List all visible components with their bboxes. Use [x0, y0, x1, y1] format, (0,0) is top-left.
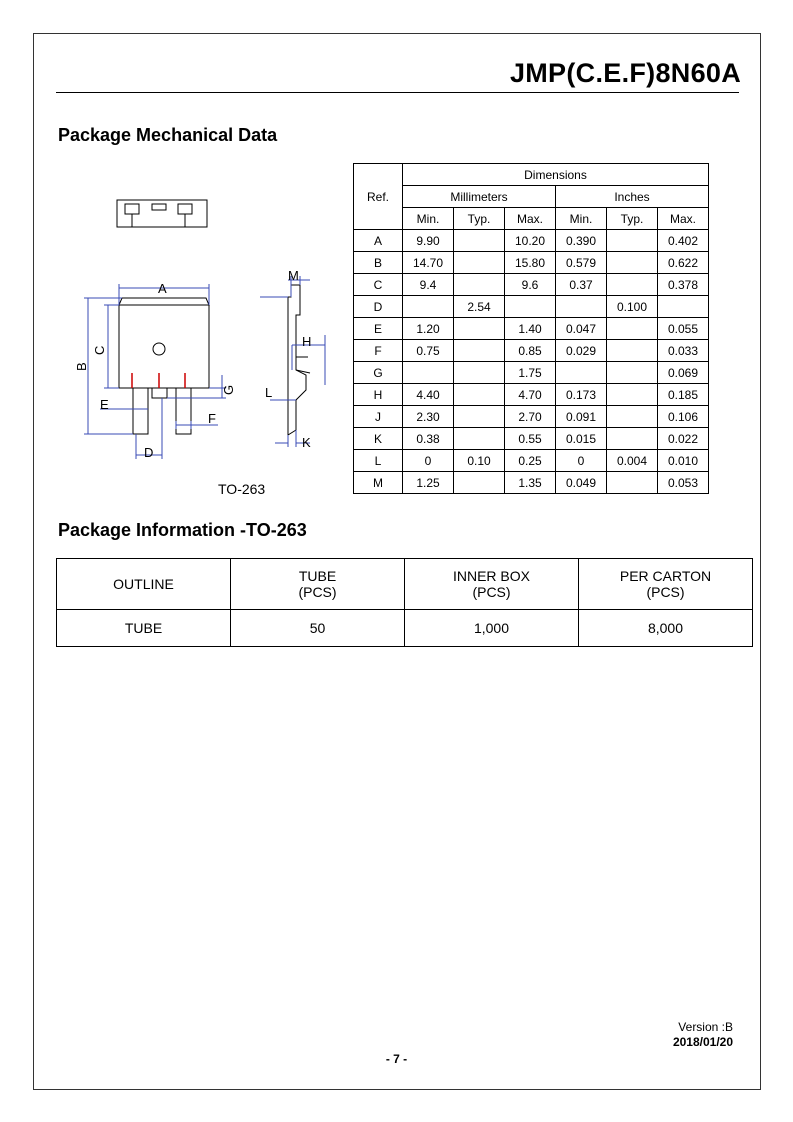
dims-value-cell: 0.622: [658, 252, 709, 274]
dims-ref-cell: L: [354, 450, 403, 472]
dim-label-M: M: [288, 268, 299, 283]
dims-value-cell: [658, 296, 709, 318]
dimensions-header: Dimensions: [403, 164, 709, 186]
info-header-line1: PER CARTON: [619, 568, 712, 584]
side-view-dimensions: [260, 276, 325, 447]
dims-value-cell: 14.70: [403, 252, 454, 274]
package-front-view: [119, 298, 209, 434]
sub-header-cell: Min.: [556, 208, 607, 230]
dims-ref-cell: G: [354, 362, 403, 384]
document-title: JMP(C.E.F)8N60A: [509, 58, 741, 88]
dims-ref-cell: J: [354, 406, 403, 428]
dims-value-cell: 0.033: [658, 340, 709, 362]
mechanical-data-heading: Package Mechanical Data: [58, 125, 278, 145]
dims-value-cell: 0.173: [556, 384, 607, 406]
dims-value-cell: 10.20: [505, 230, 556, 252]
dims-header-row: [354, 164, 709, 186]
dims-value-cell: 0.185: [658, 384, 709, 406]
sub-header-row: [354, 208, 709, 230]
dims-ref-cell: M: [354, 472, 403, 494]
dims-value-cell: 1.20: [403, 318, 454, 340]
sub-header-cell: Max.: [505, 208, 556, 230]
dims-value-cell: 0.100: [607, 296, 658, 318]
dims-value-cell: [454, 318, 505, 340]
sub-header-cell: Typ.: [454, 208, 505, 230]
dim-label-G: G: [221, 384, 236, 395]
sub-header-cell: Max.: [658, 208, 709, 230]
dims-value-cell: 2.30: [403, 406, 454, 428]
dims-value-cell: [454, 472, 505, 494]
dims-value-cell: 0.004: [607, 450, 658, 472]
lead-centerlines: [132, 373, 185, 388]
package-side-view: [288, 285, 310, 435]
package-name-label: TO-263: [218, 481, 266, 497]
dim-label-K: K: [302, 435, 311, 450]
dim-label-C: C: [92, 345, 107, 355]
dims-value-cell: 0: [403, 450, 454, 472]
dims-value-cell: 0.029: [556, 340, 607, 362]
package-top-view: [117, 200, 207, 227]
dims-value-cell: 0.015: [556, 428, 607, 450]
dims-value-cell: 0.579: [556, 252, 607, 274]
dims-value-cell: [607, 252, 658, 274]
dims-value-cell: 0.047: [556, 318, 607, 340]
info-header-line2: (PCS): [646, 584, 685, 600]
millimeters-header: Millimeters: [403, 186, 556, 208]
dims-value-cell: 1.40: [505, 318, 556, 340]
info-header-line2: (PCS): [472, 584, 511, 600]
dim-label-A: A: [158, 281, 167, 296]
info-header-row: [57, 559, 753, 610]
dims-value-cell: [607, 362, 658, 384]
info-header-cell: [57, 559, 231, 610]
dims-ref-cell: H: [354, 384, 403, 406]
dims-value-cell: 4.70: [505, 384, 556, 406]
dims-value-cell: [607, 472, 658, 494]
dims-value-cell: [556, 362, 607, 384]
dims-row: [354, 340, 709, 362]
dims-value-cell: [556, 296, 607, 318]
sub-header-cell: Min.: [403, 208, 454, 230]
units-header-row: [354, 186, 709, 208]
dims-value-cell: [454, 406, 505, 428]
info-header-cell: [231, 559, 405, 610]
info-cell: TUBE: [57, 610, 231, 647]
dims-row: [354, 252, 709, 274]
info-header-cell: [405, 559, 579, 610]
dims-ref-cell: B: [354, 252, 403, 274]
dims-value-cell: [454, 428, 505, 450]
dims-row: [354, 362, 709, 384]
dims-value-cell: 9.4: [403, 274, 454, 296]
dim-label-E: E: [100, 397, 109, 412]
dims-value-cell: [505, 296, 556, 318]
dims-value-cell: [607, 318, 658, 340]
dims-value-cell: [607, 406, 658, 428]
dims-value-cell: 0.091: [556, 406, 607, 428]
page-number: - 7 -: [385, 1052, 408, 1066]
info-cell: 8,000: [579, 610, 753, 647]
info-header-line2: (PCS): [298, 584, 337, 600]
info-data-row: [57, 610, 753, 647]
dims-value-cell: 0.053: [658, 472, 709, 494]
dims-value-cell: 0.022: [658, 428, 709, 450]
dims-value-cell: [607, 274, 658, 296]
dims-value-cell: [454, 384, 505, 406]
sub-header-cell: Typ.: [607, 208, 658, 230]
info-cell: 50: [231, 610, 405, 647]
dims-value-cell: 0.402: [658, 230, 709, 252]
dims-ref-cell: E: [354, 318, 403, 340]
dims-ref-cell: C: [354, 274, 403, 296]
dims-value-cell: 0.055: [658, 318, 709, 340]
dims-value-cell: 0.85: [505, 340, 556, 362]
dim-label-D: D: [144, 445, 154, 460]
dims-value-cell: 0: [556, 450, 607, 472]
info-header-line1: TUBE: [298, 568, 337, 584]
dims-value-cell: 0.010: [658, 450, 709, 472]
dims-value-cell: [454, 230, 505, 252]
dims-value-cell: [403, 362, 454, 384]
package-drawing: [70, 185, 340, 475]
inches-header: Inches: [556, 186, 709, 208]
dims-value-cell: [454, 362, 505, 384]
version-label: Version :B: [678, 1020, 733, 1034]
dims-ref-cell: K: [354, 428, 403, 450]
info-cell: 1,000: [405, 610, 579, 647]
dims-value-cell: 0.106: [658, 406, 709, 428]
dim-label-F: F: [208, 411, 216, 426]
dims-value-cell: 0.55: [505, 428, 556, 450]
dims-value-cell: 1.25: [403, 472, 454, 494]
dims-value-cell: 0.25: [505, 450, 556, 472]
dims-value-cell: 0.37: [556, 274, 607, 296]
dims-ref-cell: F: [354, 340, 403, 362]
info-header-line1: INNER BOX: [452, 568, 530, 584]
dims-value-cell: [607, 428, 658, 450]
dims-value-cell: [607, 340, 658, 362]
dims-row: [354, 450, 709, 472]
dims-value-cell: 0.049: [556, 472, 607, 494]
dimensions-table: [353, 163, 709, 494]
dims-value-cell: 9.90: [403, 230, 454, 252]
dims-value-cell: [454, 252, 505, 274]
dims-value-cell: [403, 296, 454, 318]
ref-header: Ref.: [354, 164, 403, 230]
dims-row: [354, 384, 709, 406]
dim-label-B: B: [74, 362, 89, 371]
dims-row: [354, 406, 709, 428]
dims-value-cell: 0.10: [454, 450, 505, 472]
dims-value-cell: 1.75: [505, 362, 556, 384]
dims-ref-cell: D: [354, 296, 403, 318]
dims-value-cell: 0.390: [556, 230, 607, 252]
dim-label-H: H: [302, 334, 312, 349]
dims-value-cell: [454, 340, 505, 362]
dims-value-cell: 2.70: [505, 406, 556, 428]
dims-row: [354, 296, 709, 318]
dimension-lines: [84, 284, 226, 459]
dims-value-cell: 0.069: [658, 362, 709, 384]
info-header-cell: [579, 559, 753, 610]
dims-value-cell: 4.40: [403, 384, 454, 406]
dims-row: [354, 472, 709, 494]
dims-row: [354, 318, 709, 340]
dims-value-cell: 0.378: [658, 274, 709, 296]
dims-value-cell: [607, 384, 658, 406]
dims-ref-cell: A: [354, 230, 403, 252]
dims-row: [354, 274, 709, 296]
dims-value-cell: [454, 274, 505, 296]
dims-value-cell: [607, 230, 658, 252]
date-label: 2018/01/20: [672, 1035, 733, 1049]
dims-value-cell: 0.75: [403, 340, 454, 362]
title-rule: [56, 92, 739, 93]
package-info-heading: Package Information -TO-263: [58, 520, 307, 540]
info-header-line1: OUTLINE: [113, 576, 174, 592]
dim-label-L: L: [265, 385, 273, 400]
dims-row: [354, 230, 709, 252]
package-info-table: [56, 558, 753, 647]
dims-value-cell: 15.80: [505, 252, 556, 274]
dims-value-cell: 1.35: [505, 472, 556, 494]
dims-value-cell: 0.38: [403, 428, 454, 450]
dims-value-cell: 9.6: [505, 274, 556, 296]
dims-value-cell: 2.54: [454, 296, 505, 318]
dims-row: [354, 428, 709, 450]
